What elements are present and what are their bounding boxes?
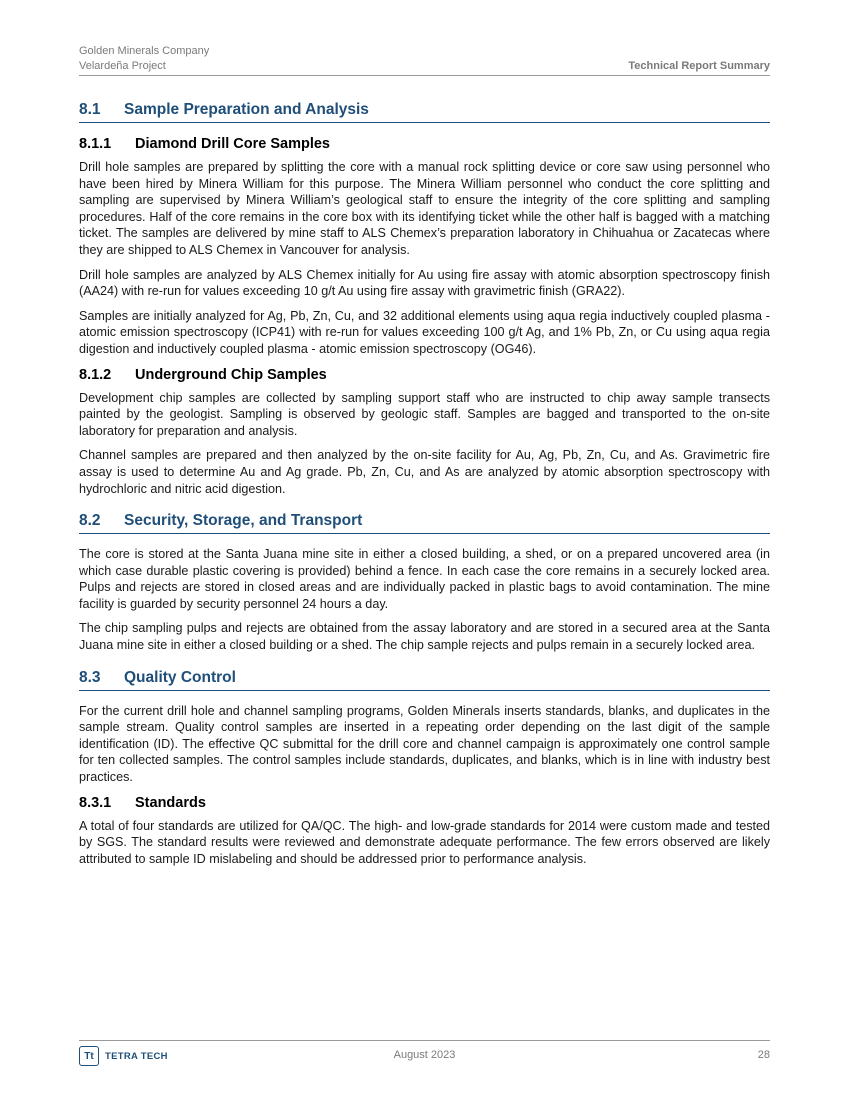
paragraph: A total of four standards are utilized for QA/QC. The high- and low-grade standards for 2014 were custom made and tested by SGS. The standard results were reviewed and demonstrate adequate performance. The few errors observed are likely attributed to sample ID mislabeling and should be addressed prior to performance analysis. — [79, 818, 770, 866]
paragraph: Drill hole samples are analyzed by ALS Chemex initially for Au using fire assay with atomic absorption spectroscopy finish (AA24) with re-run for values exceeding 10 g/t Au using fire assay with gravimetric finish (GRA22). — [79, 267, 770, 299]
paragraph: The chip sampling pulps and rejects are obtained from the assay laboratory and are stored in a secured area at the Santa Juana mine site in either a closed building or a shed. The chip sample rejects and pulps remain in a securely locked area. — [79, 621, 770, 653]
heading-title: Underground Chip Samples — [135, 366, 327, 383]
heading-number: 8.1.1 — [79, 136, 112, 152]
heading-title: Quality Control — [124, 668, 236, 686]
heading-8-1-1 — [79, 135, 770, 153]
heading-number: 8.3 — [79, 668, 101, 686]
footer-date: August 2023 — [393, 1049, 456, 1061]
heading-8-3-1 — [79, 794, 770, 812]
heading-title: Standards — [135, 794, 206, 811]
heading-number: 8.3.1 — [79, 794, 112, 811]
heading-title: Security, Storage, and Transport — [124, 512, 363, 530]
paragraph: Channel samples are prepared and then analyzed by the on-site facility for Au, Ag, Pb, Zn, Cu, and As. Gravimetric fire assay is used to determine Au and Ag grade. Pb, Zn, Cu, and As are analyzed by atomic absorption spectroscopy with hydrochloric and nitric acid digestion. — [79, 448, 770, 496]
paragraph: For the current drill hole and channel sampling programs, Golden Minerals inserts standards, blanks, and duplicates in the sample stream. Quality control samples are inserted in a repeating order depending on the last digit of the sample identification (ID). The effective QC submittal for the drill core and channel campaign is approximately one control sample for ten collected samples. The control samples include standards, duplicates, and blanks, which is in line with industry best practices. — [79, 703, 770, 785]
paragraph: Drill hole samples are prepared by splitting the core with a manual rock splitting device or core saw using personnel who have been hired by Minera William for this purpose. The Minera William personnel who conduct the core splitting and sampling are supervised by Minera William’s geological staff to ensure the integrity of the core splitting and sampling procedures. Half of the core remains in the core box with its identifying ticket while the other half is bagged with a matching ticket. The samples are delivered by mine staff to ALS Chemex’s preparation laboratory in Chihuahua or Zacatecas where they are shipped to ALS Chemex in Vancouver for analysis. — [79, 160, 770, 257]
page-number: 28 — [757, 1049, 770, 1061]
heading-title: Diamond Drill Core Samples — [135, 136, 330, 152]
logo-text: TETRA TECH — [105, 1050, 168, 1062]
heading-title: Sample Preparation and Analysis — [124, 101, 369, 118]
heading-number: 8.1 — [79, 101, 101, 118]
heading-number: 8.2 — [79, 512, 101, 530]
header-divider — [79, 75, 770, 76]
paragraph: The core is stored at the Santa Juana mine site in either a closed building, a shed, or on a prepared uncovered area (in which case durable plastic covering is provided) behind a fence. In each case the core remains in a securely locked area. Pulps and rejects are stored in closed areas and are individually packed in plastic bags to avoid contamination. The mine facility is guarded by security personnel 24 hours a day. — [79, 547, 770, 611]
heading-number: 8.1.2 — [79, 366, 112, 383]
paragraph: Samples are initially analyzed for Ag, Pb, Zn, Cu, and 32 additional elements using aqua regia inductively coupled plasma - atomic emission spectroscopy (ICP41) with re-run for values exceeding 100 g/t Ag, and 1% Pb, Zn, or Cu using aqua regia digestion and inductively coupled plasma - atomic emission spectroscopy (OG46). — [79, 308, 770, 356]
header-project: Velardeña Project — [79, 60, 166, 72]
footer-divider — [79, 1040, 770, 1041]
tetra-tech-logo-icon: Tt — [79, 1046, 99, 1066]
paragraph: Development chip samples are collected by sampling support staff who are instructed to chip away sample transects painted by the geologist. Sampling is observed by geologic staff. Samples are bagged and transported to the on-site laboratory for preparation and analysis. — [79, 390, 770, 438]
page-content — [79, 100, 770, 875]
header-report-title: Technical Report Summary — [628, 60, 770, 72]
heading-8-1-2 — [79, 366, 770, 384]
heading-8-2 — [79, 511, 770, 534]
heading-8-3 — [79, 668, 770, 691]
heading-8-1 — [79, 100, 770, 123]
header-company: Golden Minerals Company — [79, 45, 210, 57]
